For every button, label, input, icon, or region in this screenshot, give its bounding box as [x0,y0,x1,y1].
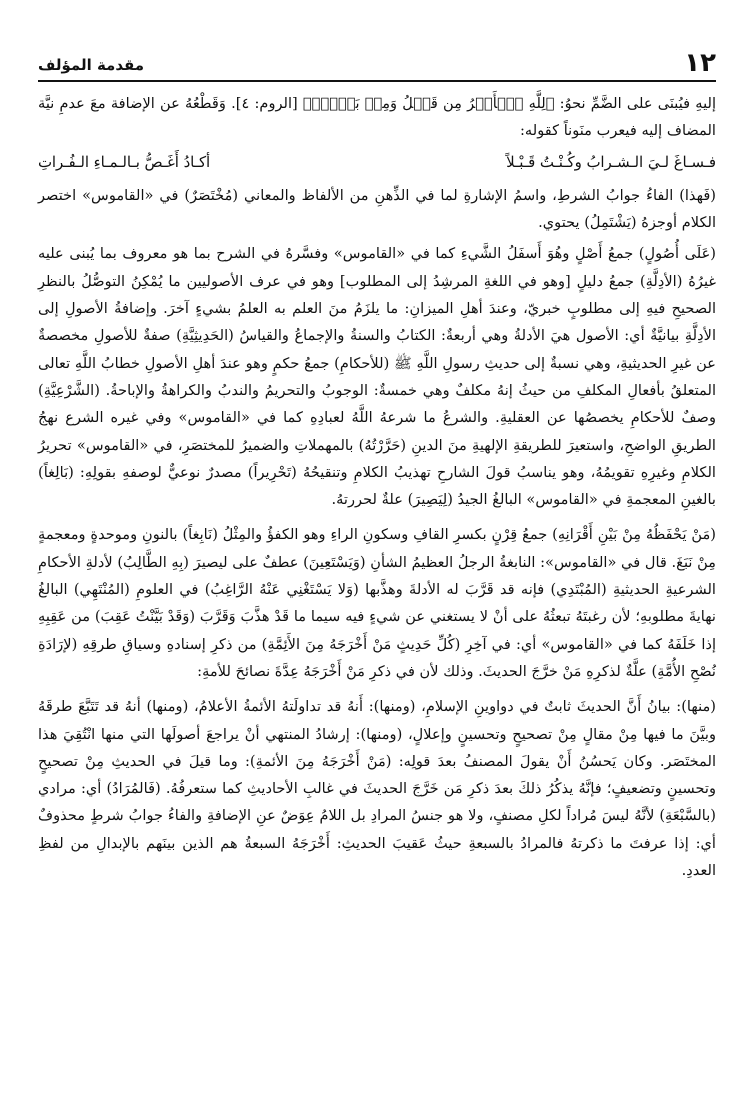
verse-first-hemistich: فـسـاغَ لـيَ الـشـرابُ وكُـنْـتُ قَـبْـلاً [506,153,716,171]
verse-second-hemistich: أكـادُ أَغَـصُّ بـالـمـاءِ الـفُـراتِ [38,153,211,171]
page-body [38,90,716,1101]
paragraph-1: إليهِ فيُبنَى على الضَّمِّ نحوُ: ﴿لِلَّهِ ٱلۡأَمۡرُ مِن قَبۡلُ وَمِنۢ بَعۡدُۚ﴾ [الروم: ٤]. وَقَطْعُهُ عن الإضافة معَ عدمِ نيَّة المضاف إليه فيعرب منَوناً كقوله: [38,95,717,140]
paragraph-5: (منها): بيانُ أَنَّ الحديثَ ثابتٌ في دواوينِ الإسلامِ، (ومنها): أَنهُ قد تداولَتهُ الأئمةُ الأعلامُ، (ومنها) أنهُ قد تَتَبَّعَ طرقَهُ وبيَّنَ ما فيها مِنْ مقالٍ مِنْ تصحيحٍ وتحسينٍ وإعلالٍ، (ومنها): إرشادُ المنتهي أنْ يراجعَ أصولَها التي منها انْتُقِيَ هذا المختَصَر. وكان يَحسُنُ أَنْ يقولَ المصنفُ بعدَ قولِه: (مَنْ أَخْرَجَهُ مِنَ الأئمةِ): وما قيلَ في الحديثِ مِنْ تصحيحٍ وتحسينٍ وتضعيفٍ؛ فإنَّهُ يذكُرُ ذلكَ بعدَ ذكرِ مَن خَرَّجَ الحديثَ في غالبِ الأحاديثِ كما ستعرفُهُ. (فَالمُرَادُ) أي: مرادي (بالسَّبْعَةِ) لأنَّهُ ليسَ مُراداً لكلِ مصنفٍ، ولا هو جنسُ المرادِ بل اللامُ عِوَضٌ عنِ الإضافةِ والفاءُ جوابُ شرطٍ محذوفٌ أي: إذا عرفتَ ما ذكرتهُ فالمرادُ بالسبعةِ حيثُ عَقيبَ الحديثِ: أَخْرَجَهُ السبعةُ هم الذين بينَهم بالإبدالِ من لفظِ العددِ. [38,698,717,880]
paragraph-4: (مَنْ يَحْفَظُهُ مِنْ بَيْنِ أَقْرَانِهِ) جمعُ قِرْنٍ بكسرِ القافِ وسكونِ الراءِ وهو الكفؤُ والمِثْلُ (نَابِغاً) بالنونِ وموحدةٍ ومعجمةٍ مِنْ نَبَغَ. قال في «القاموس»: النابغةُ الرجلُ العظيمُ الشأنِ (وَيَسْتَعِينَ) عطفٌ على ليصيرَ (بِهِ الطَّالِبُ) لأدلةِ الأحكامِ الشرعيةِ الحديثيةِ (المُبْتَدِي) فإنه قد قَرَّبَ له الأدلةَ وهذَّبها (وَلا يَسْتَغْنِي عَنْهُ الرَّاغِبُ) في العلومِ (المُنْتَهِي) البالغُ نهايةَ مطلوبهِ؛ لأن رغبتَهُ تبعثُهُ على أنْ لا يستغني عن شيءٍ فيه سيما ما قَدْ هذَّبَ وَقَرَّبَ (وَقَدْ بَيَّنْتُ عَقِبَ) من عَقِبِهِ إذا خَلَفَهُ كما في «القاموس» أي: في آخِرِ (كُلِّ حَدِيثٍ مَنْ أَخْرَجَهُ مِنَ الأَئِمَّةِ) من ذكرِ إسنادهِ وسياقِ طرقِهِ (لإرَادَةِ نُصْحِ الأُمَّةِ) علَّةٌ لذكرِهِ مَنْ خرَّجَ الحديثَ. وذلك لأن في ذكرِ مَنْ أَخْرَجَهُ عِدَّةَ نصائحَ للأمةِ: [38,526,716,680]
page-header [38,40,716,82]
paragraph-3: (عَلَى أُصُولٍ) جمعُ أَصْلٍ وهُوَ أَسفَلُ الشَّيءِ كما في «القاموس» وفسَّرهُ في الشرح بما هو معروف بما يُبنى عليه غيرُهُ (الأدِلَّةِ) جمعُ دليلٍ [وهو في اللغةِ المرشِدُ إلى المطلوب] وهو في عرف الأصوليين ما يُمْكِنُ التوصُّلُ بالنظرِ الصحيحِ فيهِ إلى مطلوبٍ خبريّ، وعندَ أهلِ الميزانِ: ما يلزَمُ منَ العلم به العلمُ بشيءٍ آخرَ. وإضافةُ الأصولِ إلى الأدِلَّةِ بيانيَّةٌ أي: الأصول هيَ الأدلةُ وهي أربعةٌ: الكتابُ والسنةُ والإجماعُ والقياسُ (الحَدِيثِيَّةِ) صفةٌ للأصولِ مخصصةٌ عن غيرِ الحديثيةِ، وهي نسبةٌ إلى حديثِ رسولِ اللَّهِ ﷺ (للأحكامِ) جمعُ حكمٍ وهو عندَ أهلِ الأصولِ خطابُ اللَّهِ تعالى المتعلقُ بأفعالِ المكلفِ من حيثُ إنهُ مكلفٌ وهي خمسةٌ: الوجوبُ والتحريمُ والندبُ والكراهةُ والإباحةُ. (الشَّرْعِيَّةِ) وصفٌ للأحكامِ يخصصُها عن العقليةِ. والشرعُ ما شرعهُ اللَّهُ لعبادِهِ كما في «القاموس» وفي غيره الشرع نهجُ الطريقِ الواضحِ، واستعيرَ للطريقةِ الإلهيةِ منَ الدينِ (حَرَّرْتُهُ) بالمهملاتِ والضميرُ للمختصَرِ، في «القاموس» تحريرُ الكلامِ وغيرِهِ تقويمُهُ، وهو يناسبُ قولَ الشارحِ تهذيبُ الكلامِ وتنقيحُهُ (تَحْرِيراً) مصدرٌ نوعيٌّ لوصفهِ بقولِهِ: (بَالِغاً) بالغينِ المعجمةِ في «القاموس» البالغُ الجيدُ (لِيَصِيرَ) علةٌ لحررتهُ. [38,245,716,509]
page-number: ١٢ [684,48,716,78]
running-title: مقدمة المؤلف [38,56,145,74]
paragraph-2: (فَهذا) الفاءُ جوابُ الشرطِ، واسمُ الإشارةِ لما في الذِّهنِ من الألفاظ والمعاني (مُخْتَصَرٌ) في «القاموس» اختصر الكلام أوجزهُ (يَشْتَمِلُ) يحتوي. [38,186,716,232]
poetry-verse [38,149,716,176]
